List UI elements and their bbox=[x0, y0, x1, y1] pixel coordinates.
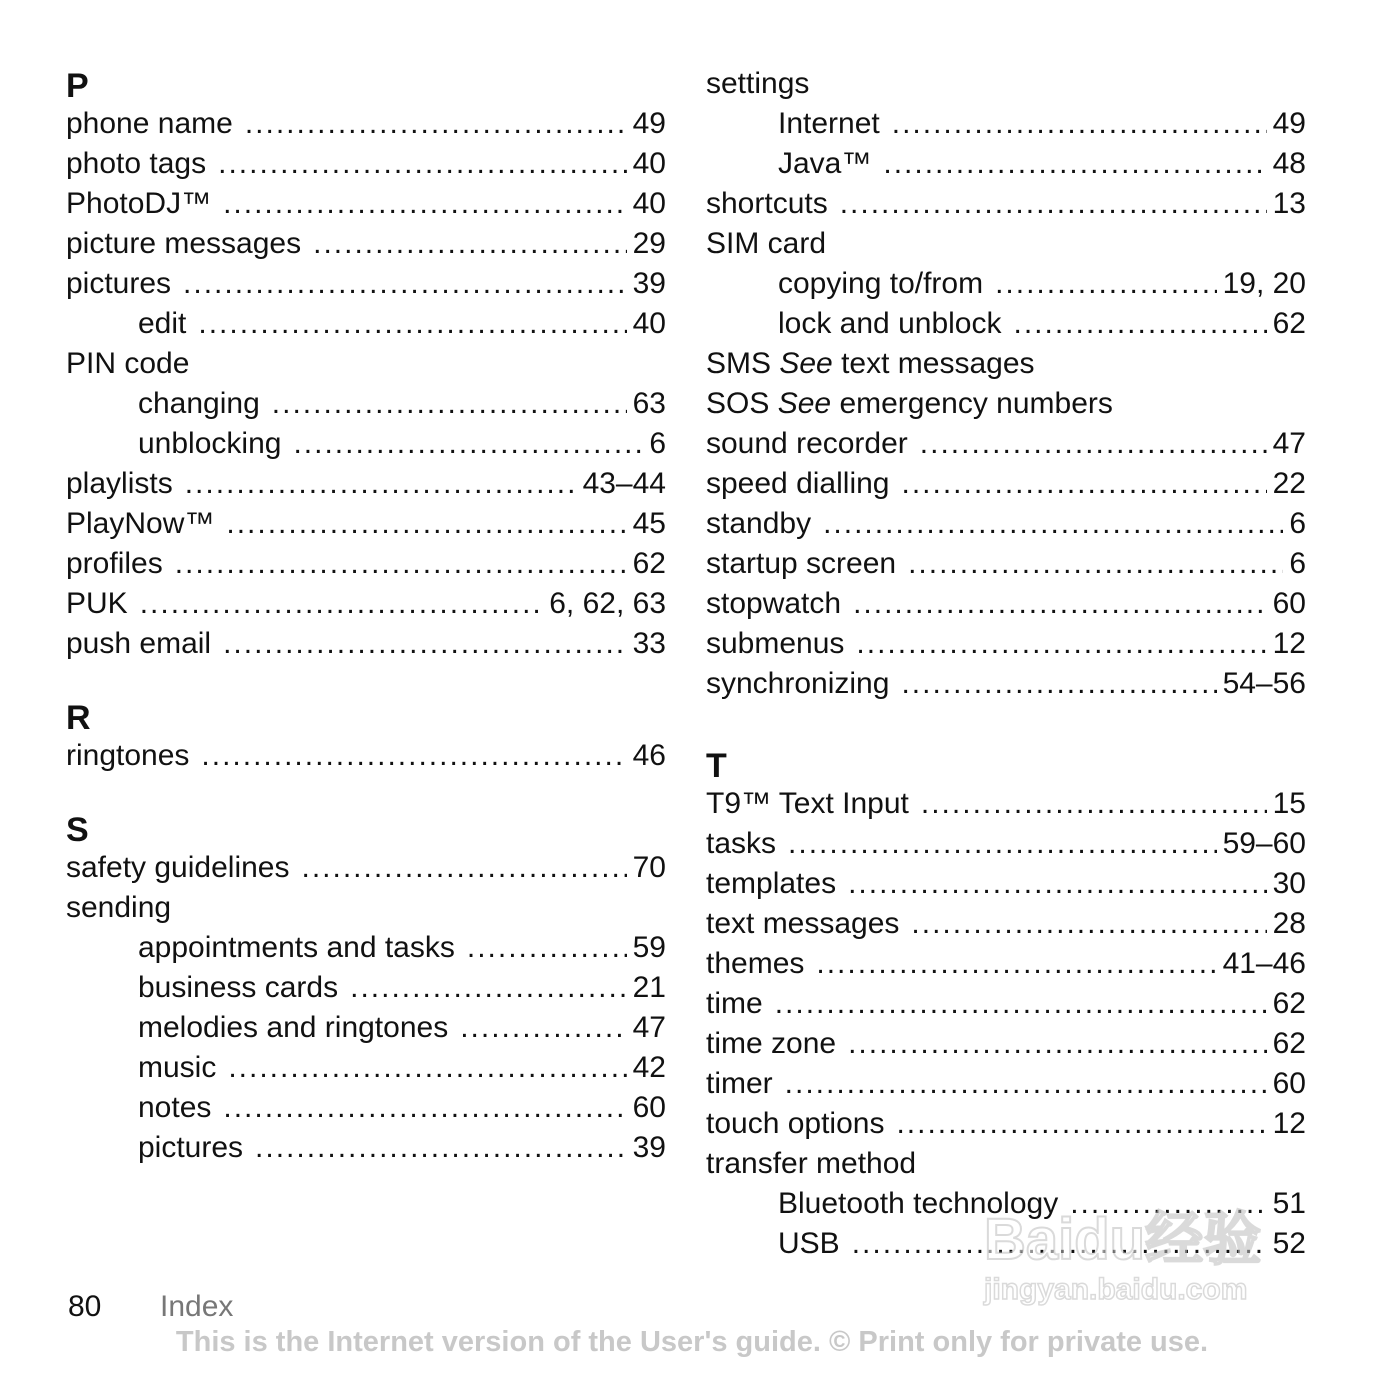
page-ref: 47 bbox=[632, 1011, 666, 1044]
dot-leader bbox=[911, 904, 1266, 944]
index-heading-entry bbox=[706, 224, 1306, 264]
index-subentry bbox=[706, 264, 1306, 304]
page-ref: 48 bbox=[1272, 147, 1306, 180]
index-entry bbox=[706, 944, 1306, 984]
dot-leader bbox=[218, 144, 627, 184]
index-heading-entry bbox=[66, 344, 666, 384]
dot-leader bbox=[301, 848, 626, 888]
section-gap bbox=[66, 776, 666, 808]
footer-page-number: 80 bbox=[68, 1290, 102, 1323]
entry-term: text messages bbox=[706, 907, 900, 940]
index-entry bbox=[66, 504, 666, 544]
page-ref: 21 bbox=[632, 971, 666, 1004]
index-entry bbox=[706, 504, 1306, 544]
dot-leader bbox=[823, 504, 1283, 544]
index-entry bbox=[66, 464, 666, 504]
index-subentry bbox=[66, 968, 666, 1008]
page-ref: 13 bbox=[1272, 187, 1306, 220]
page-ref: 52 bbox=[1272, 1227, 1306, 1260]
page-ref: 19, 20 bbox=[1222, 267, 1306, 300]
dot-leader bbox=[226, 504, 626, 544]
entry-term: USB bbox=[778, 1227, 840, 1260]
watermark-url: jingyan.baidu.com bbox=[984, 1273, 1248, 1306]
dot-leader bbox=[816, 944, 1216, 984]
see-label: See bbox=[777, 387, 832, 420]
index-entry bbox=[66, 184, 666, 224]
entry-term: lock and unblock bbox=[778, 307, 1002, 340]
entry-term: profiles bbox=[66, 547, 163, 580]
entry-term: phone name bbox=[66, 107, 233, 140]
entry-term: speed dialling bbox=[706, 467, 890, 500]
entry-term: changing bbox=[138, 387, 260, 420]
page-ref: 41–46 bbox=[1222, 947, 1306, 980]
index-entry bbox=[706, 984, 1306, 1024]
dot-leader bbox=[140, 584, 544, 624]
entry-term: synchronizing bbox=[706, 667, 890, 700]
index-column-left bbox=[66, 64, 666, 1168]
dot-leader bbox=[255, 1128, 627, 1168]
page-ref: 49 bbox=[1272, 107, 1306, 140]
see-target: emergency numbers bbox=[839, 387, 1113, 420]
page-ref: 6 bbox=[649, 427, 666, 460]
dot-leader bbox=[460, 1008, 626, 1048]
index-entry bbox=[706, 1024, 1306, 1064]
dot-leader bbox=[921, 784, 1267, 824]
entry-term: pictures bbox=[138, 1131, 244, 1164]
dot-leader bbox=[840, 184, 1267, 224]
section-gap bbox=[66, 664, 666, 696]
page-ref: 59 bbox=[632, 931, 666, 964]
entry-term: SIM card bbox=[706, 227, 827, 260]
entry-term: picture messages bbox=[66, 227, 302, 260]
dot-leader bbox=[185, 464, 577, 504]
index-heading-entry bbox=[706, 64, 1306, 104]
index-heading-entry bbox=[706, 1144, 1306, 1184]
watermark-logo: Baidu经验 bbox=[984, 1207, 1262, 1272]
entry-term: shortcuts bbox=[706, 187, 828, 220]
entry-term: timer bbox=[706, 1067, 773, 1100]
page-ref: 59–60 bbox=[1222, 827, 1306, 860]
entry-term: T9™ Text Input bbox=[706, 787, 909, 820]
page-ref: 12 bbox=[1272, 627, 1306, 660]
entry-term: Java™ bbox=[778, 147, 872, 180]
index-subentry bbox=[66, 1008, 666, 1048]
dot-leader bbox=[228, 1048, 626, 1088]
index-see-reference bbox=[706, 344, 1306, 384]
dot-leader bbox=[467, 928, 627, 968]
page-ref: 39 bbox=[632, 267, 666, 300]
entry-term: push email bbox=[66, 627, 212, 660]
page-ref: 15 bbox=[1272, 787, 1306, 820]
page-ref: 62 bbox=[632, 547, 666, 580]
entry-term: Internet bbox=[778, 107, 880, 140]
entry-term: time bbox=[706, 987, 763, 1020]
page-ref: 45 bbox=[632, 507, 666, 540]
section-gap bbox=[706, 704, 1306, 744]
entry-term: edit bbox=[138, 307, 187, 340]
entry-term: sound recorder bbox=[706, 427, 908, 460]
page-ref: 54–56 bbox=[1222, 667, 1306, 700]
dot-leader bbox=[183, 264, 627, 304]
page-ref: 62 bbox=[1272, 1027, 1306, 1060]
see-label: See bbox=[779, 347, 833, 380]
dot-leader bbox=[1013, 304, 1266, 344]
entry-term: unblocking bbox=[138, 427, 282, 460]
page-ref: 30 bbox=[1272, 867, 1306, 900]
entry-term: stopwatch bbox=[706, 587, 842, 620]
index-subentry bbox=[66, 1128, 666, 1168]
entry-term: PIN code bbox=[66, 347, 190, 380]
entry-term: touch options bbox=[706, 1107, 885, 1140]
index-entry bbox=[66, 264, 666, 304]
page-ref: 60 bbox=[1272, 1067, 1306, 1100]
entry-term: ringtones bbox=[66, 739, 190, 772]
page-ref: 40 bbox=[632, 307, 666, 340]
section-letter-t: T bbox=[706, 747, 727, 785]
dot-leader bbox=[293, 424, 643, 464]
page-ref: 42 bbox=[632, 1051, 666, 1084]
entry-term: music bbox=[138, 1051, 217, 1084]
dot-leader bbox=[920, 424, 1267, 464]
page-ref: 51 bbox=[1272, 1187, 1306, 1220]
page-ref: 6 bbox=[1289, 547, 1306, 580]
index-subentry bbox=[66, 1048, 666, 1088]
index-subentry bbox=[706, 144, 1306, 184]
entry-term: pictures bbox=[66, 267, 172, 300]
index-entry bbox=[66, 848, 666, 888]
index-entry bbox=[706, 464, 1306, 504]
dot-leader bbox=[892, 104, 1267, 144]
page-ref: 60 bbox=[632, 1091, 666, 1124]
index-entry bbox=[706, 904, 1306, 944]
entry-term: settings bbox=[706, 67, 810, 100]
index-entry bbox=[706, 784, 1306, 824]
index-entry bbox=[706, 664, 1306, 704]
index-subentry bbox=[66, 384, 666, 424]
dot-leader bbox=[350, 968, 627, 1008]
entry-term: appointments and tasks bbox=[138, 931, 455, 964]
footer-disclaimer: This is the Internet version of the User's guide. © Print only for private use. bbox=[175, 1326, 1209, 1358]
index-entry bbox=[66, 104, 666, 144]
dot-leader bbox=[175, 544, 627, 584]
dot-leader bbox=[883, 144, 1266, 184]
index-entry bbox=[706, 544, 1306, 584]
entry-term: templates bbox=[706, 867, 837, 900]
page-ref: 47 bbox=[1272, 427, 1306, 460]
index-entry bbox=[66, 544, 666, 584]
index-see-reference bbox=[706, 384, 1306, 424]
dot-leader bbox=[853, 584, 1267, 624]
dot-leader bbox=[223, 1088, 626, 1128]
page-ref: 63 bbox=[632, 387, 666, 420]
dot-leader bbox=[788, 824, 1217, 864]
page-ref: 60 bbox=[1272, 587, 1306, 620]
dot-leader bbox=[995, 264, 1216, 304]
entry-term bbox=[706, 384, 1113, 424]
dot-leader bbox=[856, 624, 1266, 664]
entry-term: themes bbox=[706, 947, 805, 980]
dot-leader bbox=[272, 384, 627, 424]
index-entry bbox=[706, 624, 1306, 664]
index-entry bbox=[706, 824, 1306, 864]
page-ref: 28 bbox=[1272, 907, 1306, 940]
page-ref: 70 bbox=[632, 851, 666, 884]
page-ref: 6 bbox=[1289, 507, 1306, 540]
index-entry bbox=[66, 624, 666, 664]
dot-leader bbox=[901, 464, 1266, 504]
see-target: text messages bbox=[841, 347, 1035, 380]
entry-term: sending bbox=[66, 891, 172, 924]
see-prefix: SMS bbox=[706, 347, 772, 380]
dot-leader bbox=[848, 864, 1267, 904]
page-ref: 29 bbox=[632, 227, 666, 260]
entry-term: safety guidelines bbox=[66, 851, 290, 884]
page-ref: 40 bbox=[632, 187, 666, 220]
see-prefix: SOS bbox=[706, 387, 770, 420]
baidu-watermark bbox=[984, 1208, 1304, 1328]
entry-term bbox=[706, 344, 1035, 384]
section-letter-r: R bbox=[66, 699, 91, 737]
page-ref: 40 bbox=[632, 147, 666, 180]
footer-section-title: Index bbox=[160, 1290, 234, 1323]
page-ref: 49 bbox=[632, 107, 666, 140]
index-entry bbox=[66, 584, 666, 624]
index-subentry bbox=[66, 304, 666, 344]
entry-term: Bluetooth technology bbox=[778, 1187, 1059, 1220]
entry-term: notes bbox=[138, 1091, 212, 1124]
index-subentry bbox=[66, 424, 666, 464]
page-ref: 62 bbox=[1272, 307, 1306, 340]
dot-leader bbox=[901, 664, 1216, 704]
dot-leader bbox=[848, 1024, 1267, 1064]
entry-term: PUK bbox=[66, 587, 128, 620]
index-entry bbox=[706, 864, 1306, 904]
index-entry bbox=[706, 1104, 1306, 1144]
entry-term: PhotoDJ™ bbox=[66, 187, 212, 220]
page-ref: 12 bbox=[1272, 1107, 1306, 1140]
section-letter-p: P bbox=[66, 67, 89, 105]
dot-leader bbox=[908, 544, 1283, 584]
index-subentry bbox=[706, 104, 1306, 144]
dot-leader bbox=[198, 304, 626, 344]
dot-leader bbox=[775, 984, 1267, 1024]
page-ref: 6, 62, 63 bbox=[549, 587, 666, 620]
index-entry bbox=[706, 1064, 1306, 1104]
index-column-right bbox=[706, 64, 1306, 1264]
index-subentry bbox=[66, 1088, 666, 1128]
index-heading-entry bbox=[66, 888, 666, 928]
index-subentry bbox=[66, 928, 666, 968]
page-ref: 33 bbox=[632, 627, 666, 660]
dot-leader bbox=[223, 184, 627, 224]
page-ref: 62 bbox=[1272, 987, 1306, 1020]
entry-term: copying to/from bbox=[778, 267, 984, 300]
entry-term: time zone bbox=[706, 1027, 837, 1060]
entry-term: startup screen bbox=[706, 547, 897, 580]
dot-leader bbox=[313, 224, 627, 264]
page-ref: 46 bbox=[632, 739, 666, 772]
page-ref: 22 bbox=[1272, 467, 1306, 500]
index-entry bbox=[66, 736, 666, 776]
page-ref: 43–44 bbox=[582, 467, 666, 500]
entry-term: business cards bbox=[138, 971, 339, 1004]
dot-leader bbox=[223, 624, 627, 664]
entry-term: standby bbox=[706, 507, 812, 540]
dot-leader bbox=[245, 104, 627, 144]
entry-term: melodies and ringtones bbox=[138, 1011, 449, 1044]
index-entry bbox=[66, 144, 666, 184]
entry-term: photo tags bbox=[66, 147, 207, 180]
entry-term: playlists bbox=[66, 467, 173, 500]
page-ref: 39 bbox=[632, 1131, 666, 1164]
index-entry bbox=[706, 184, 1306, 224]
index-entry bbox=[66, 224, 666, 264]
index-entry bbox=[706, 424, 1306, 464]
dot-leader bbox=[201, 736, 626, 776]
index-entry bbox=[706, 584, 1306, 624]
dot-leader bbox=[785, 1064, 1267, 1104]
entry-term: tasks bbox=[706, 827, 777, 860]
dot-leader bbox=[896, 1104, 1266, 1144]
section-letter-s: S bbox=[66, 811, 89, 849]
index-subentry bbox=[706, 304, 1306, 344]
entry-term: PlayNow™ bbox=[66, 507, 215, 540]
entry-term: transfer method bbox=[706, 1147, 917, 1180]
entry-term: submenus bbox=[706, 627, 845, 660]
